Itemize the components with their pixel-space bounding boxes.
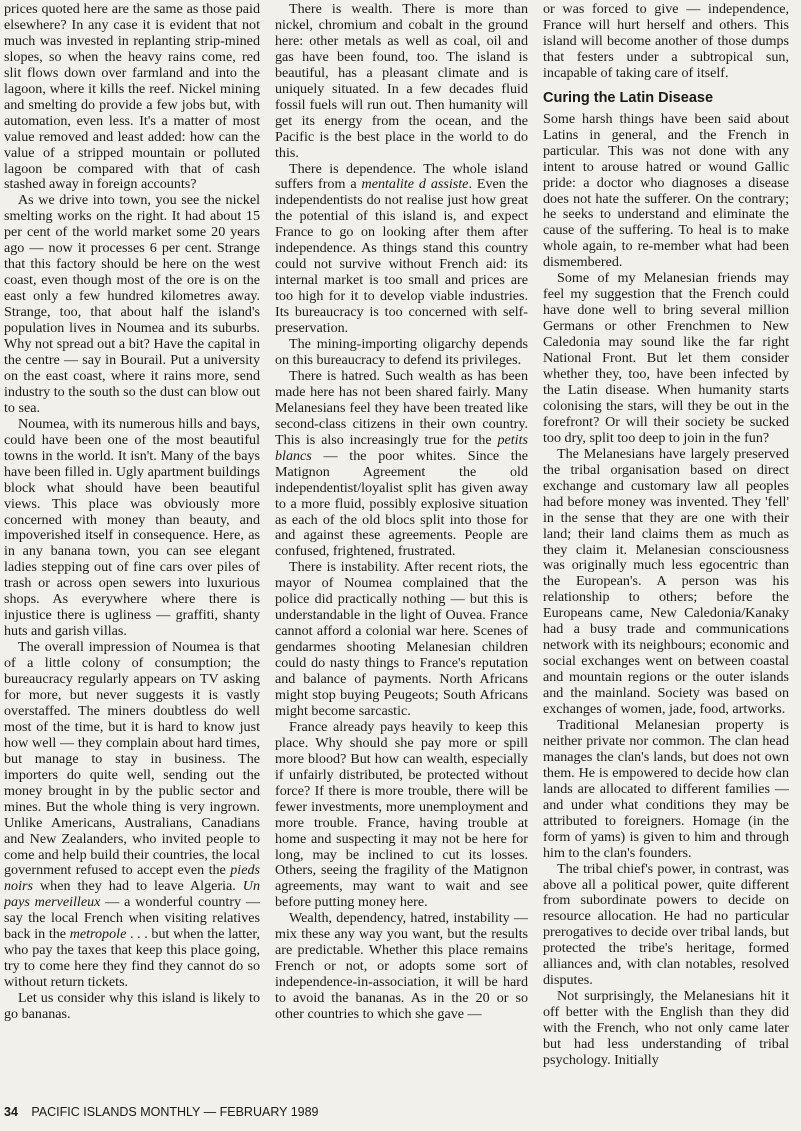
text-run: There is instability. After recent riots, the mayor of Noumea complained that the police did practically nothing — but this is understandable in the light of Ouvea. France cannot afford a colonial war here. Scenes of gendarmes shooting Melanesian children could do nasty things to France's reputation and balance of payments. North Africans might stop buying Peugeots; South Africans might become sarcastic.	[275, 559, 528, 719]
text-run: There is wealth. There is more than nickel, chromium and cobalt in the ground here: other metals as well as coal, oil and gas have been found, too. The island is beautiful, has a pleasant climate and is uniquely situated. In a few decades fluid fossil fuels will run out. Then humanity will get its energy from the ocean, and the Pacific is the best place in the world to do this.	[275, 2, 528, 161]
paragraph	[543, 112, 789, 272]
text-run: The Melanesians have largely preserved the tribal organisation based on direct exchange and customary law all peoples had before money was invented. They 'fell' in the sense that they are one with their land; their land claims them as much as they claim it. Melanesian consciousness was originally much less egocentric than the European's. A person was his relationship to others; before the Europeans came, New Caledonia/Kanaky had a busy trade and communications network with its neighbours; economic and social exchanges went on between coastal and mountain regions or the outer islands and the mainland. Society was based on exchanges of women, jade, food, artworks.	[543, 445, 789, 718]
page-number: 34	[4, 1105, 18, 1119]
text-run: There is hatred. Such wealth as has been made here has not been shared fairly. Many Melanesians feel they have been treated like second-class citizens in their own country. This is also increasingly true for the	[275, 367, 528, 448]
text-run: Traditional Melanesian property is neither private nor common. The clan head manages the clan's lands, but does not own them. He is empowered to decide how clan lands are allocated to different families — and under what conditions they may be attributed to foreigners. Homage (in the form of yams) is given to him and through him to the clan's founders.	[543, 716, 789, 861]
text-run: The tribal chief's power, in contrast, was above all a political power, quite different from subordinate powers to decide on resource allocation. He had no particular prerogatives to decide over tribal lands, but protected the tribe's heritage, formed alliances and, with clan notables, resolved disputes.	[543, 860, 789, 989]
text-run: . . . but when the latter, who pay the taxes that keep this place going, try to come here they find they cannot do so without return tickets.	[4, 926, 260, 991]
italic-term: pieds noirs	[4, 862, 260, 895]
paragraph	[4, 417, 260, 640]
text-run: Wealth, dependency, hatred, instability — mix these any way you want, but the results are predictable. Whether this place remains French or not, or adopts some sort of independence-in-association, it will be hard to avoid the bananas. As in the 20 or so other countries to which she gave —	[275, 910, 528, 1023]
text-run: As we drive into town, you see the nickel smelting works on the right. It had about 15 per cent of the world market some 20 years ago — now it processes 6 per cent. Strange that this factory should be here on the west coast, even though most of the ore is on the east only a few hundred kilometres away. Strange, too, that about half the island's population lives in Noumea and its suburbs. Why not spread out a bit? Have the capital in the centre — say in Bourail. Put a university on the east coast, where it rains more, send industry to the south so the dust can blow out to sea.	[4, 192, 260, 416]
text-run: prices quoted here are the same as those paid elsewhere? In any case it is evident that not much was invested in replanting strip-mined slopes, so when the heavy rains come, red slit flows down over farmland and into the lagoon, where it kills the reef. Nickel mining and smelting do provide a few jobs but, with automation, even less. It's a matter of most value removed and least added: how can the value of a stripped mountain or polluted lagoon be compared with that of cash stashed away in foreign accounts?	[4, 2, 260, 193]
paragraph	[275, 337, 528, 369]
paragraph	[275, 162, 528, 337]
text-column-2	[275, 2, 528, 1100]
paragraph	[543, 989, 789, 1069]
text-column-3	[543, 2, 789, 1100]
paragraph	[543, 718, 789, 862]
text-run: There is dependence. The whole island suffers from a	[275, 160, 528, 193]
text-run: France already pays heavily to keep this place. Why should she pay more or spill more blood? But how can wealth, especially if unfairly distributed, be protected without force? If there is more trouble, there will be fewer investments, more unemployment and more trouble. France, having trouble at home and suspecting it may not be here for long, may be inclined to cut its losses. Others, seeing the fragility of the Matignon agreements, may want to wait and see before putting money here.	[275, 718, 528, 911]
text-run: Some harsh things have been said about Latins in general, and the French in particular. This was not done with any intent to arouse hatred or wound Gallic pride: a doctor who diagnoses a disease does not hate the sufferer. On the contrary; he seeks to understand and eliminate the cause of the suffering. To heal is to make whole again, to re-member what had been dismembered.	[543, 110, 789, 271]
italic-term: mentalite d assiste	[361, 176, 469, 193]
text-run: or was forced to give — independence, France will hurt herself and others. This island will become another of those dumps that festers under a subtropical sun, incapable of taking care of itself.	[543, 2, 789, 81]
text-run: . Even the independentists do not realise just how great the potential of this island is, and expect France to go on looking after them after independence. As things stand this country could not survive without French aid: its internal market is too small and prices are too high for it to develop viable industries. Its bureaucracy is too concerned with self-preservation.	[275, 176, 528, 337]
paragraph	[4, 640, 260, 991]
text-run: — a wonderful country — say the local French when visiting relatives back in the	[4, 894, 260, 943]
text-run: Noumea, with its numerous hills and bays, could have been one of the most beautiful towns in the world. It isn't. Many of the bays have been filled in. Ugly apartment buildings block what should have been beautiful views. This place was obviously more concerned with money than beauty, and impoverished itself in consequence. Here, as in any banana town, you can see elegant ladies stepping out of fine cars over piles of trash or across open sewers into luxurious shops. As everywhere where there is injustice there is ugliness — graffiti, shanty huts and garish villas.	[4, 415, 260, 640]
italic-term: petits blancs	[275, 431, 528, 464]
text-run: Not surprisingly, the Melanesians hit it off better with the English than they did with the French, who not only came later but had less understanding of tribal psychology. Initially	[543, 988, 789, 1068]
paragraph	[4, 2, 260, 193]
paragraph	[275, 911, 528, 1023]
paragraph	[275, 560, 528, 720]
text-run: Some of my Melanesian friends may feel my suggestion that the French could have done well to bring several million Germans or other Frenchmen to New Caledonia may sound like the far right National Front. But let them consider whether they, too, have been infected by the Latin disease. When humanity starts colonising the stars, will they be out in the forefront? Or will their society be sucked too dry, split too deep to join in the fun?	[543, 270, 789, 446]
text-run: when they had to leave Algeria.	[32, 878, 243, 895]
paragraph	[275, 2, 528, 162]
paragraph	[543, 447, 789, 718]
italic-term: metropole	[69, 926, 127, 943]
text-run: Let us consider why this island is likely to go bananas.	[4, 990, 260, 1023]
paragraph	[543, 2, 789, 82]
text-run: — the poor whites. Since the Matignon Agreement the old independentist/loyalist split has given away to a more fluid, possibly explosive situation as each of the old blocs split into those for and against these agreements. People are confused, frightened, frustrated.	[275, 447, 528, 560]
italic-term: Un pays merveilleux	[4, 878, 260, 911]
paragraph	[275, 369, 528, 560]
section-heading: Curing the Latin Disease	[543, 89, 714, 106]
paragraph	[275, 720, 528, 911]
page-footer	[4, 1105, 319, 1119]
paragraph	[543, 862, 789, 990]
paragraph	[4, 193, 260, 416]
publication-line: PACIFIC ISLANDS MONTHLY — FEBRUARY 1989	[31, 1105, 319, 1119]
text-column-1	[4, 2, 260, 1100]
text-run: The overall impression of Noumea is that of a little colony of consumption; the bureaucracy regularly appears on TV asking for more, but never suggests it is vastly overstaffed. The miners doubtless do well most of the time, but it is hard to know just how well — they complain about hard times, but manage to stay in business. The importers do quite well, sending out the money brought in by the public sector and mines. But the whole thing is very ingrown. Unlike Americans, Australians, Canadians and New Zealanders, who invited people to come and help build their countries, the local government refused to accept even the	[4, 639, 260, 879]
text-run: The mining-importing oligarchy depends on this bureaucracy to defend its privileges.	[275, 336, 528, 368]
paragraph	[543, 271, 789, 446]
paragraph	[4, 991, 260, 1023]
